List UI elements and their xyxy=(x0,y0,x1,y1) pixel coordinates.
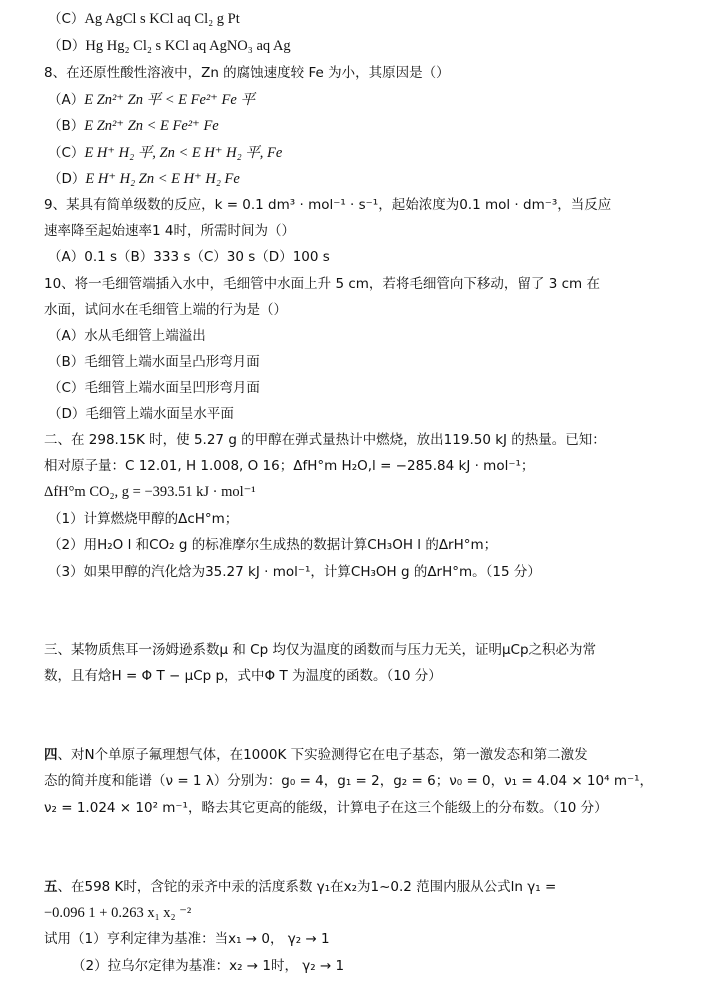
q8-option-d xyxy=(48,169,240,189)
section2-line1: 二、在 298.15K 时，使 5.27 g 的甲醇在弹式量热计中燃烧，放出119.50 kJ 的热量。已知： xyxy=(44,432,606,448)
section4-line1 xyxy=(44,745,588,765)
section2-line3: ΔfH°m CO₂, g = −393.51 kJ · mol⁻¹ xyxy=(44,484,256,500)
section3-line1: 三、某物质焦耳一汤姆逊系数μ 和 Cp 均仅为温度的函数而与压力无关，证明μCp之积必为常 xyxy=(44,642,597,658)
q10-option-b xyxy=(48,352,260,372)
q10-option-d xyxy=(48,404,234,424)
option-label: （D） xyxy=(48,38,86,54)
option-label: （B） xyxy=(48,118,85,134)
section2-sub1: （1）计算燃烧甲醇的ΔcH°m； xyxy=(48,511,239,527)
q8-option-c xyxy=(48,143,282,163)
q8-option-a xyxy=(48,90,255,110)
section5-line2: −0.096 1 + 0.263 x₁ x₂ ⁻² xyxy=(44,905,192,921)
q9-stem-line2: 速率降至起始速率1 4时，所需时间为（） xyxy=(44,223,295,239)
section5-line1 xyxy=(44,877,556,897)
option-label: （A） xyxy=(48,328,85,344)
option-label: （D） xyxy=(48,171,86,187)
option-text: 毛细管上端水面呈凸形弯月面 xyxy=(84,354,260,370)
option-text: 毛细管上端水面呈水平面 xyxy=(85,406,234,422)
section4-text: 、对N个单原子氟理想气体，在1000K 下实验测得它在电子基态，第一激发态和第二激发 xyxy=(57,747,588,763)
section4-line3: ν₂ = 1.024 × 10² m⁻¹，略去其它更高的能级，计算电子在这三个能级上的分布数。（10 分） xyxy=(44,800,608,816)
option-label: （C） xyxy=(48,145,85,161)
section5-line4: （2）拉乌尔定律为基准：x₂ → 1时， γ₂ → 1 xyxy=(72,958,345,974)
option-text: 毛细管上端水面呈凹形弯月面 xyxy=(84,380,260,396)
option-text: E Zn²⁺ Zn 平 < E Fe²⁺ Fe 平 xyxy=(84,92,255,108)
option-text: Hg Hg₂ Cl₂ s KCl aq AgNO₃ aq Ag xyxy=(85,38,291,54)
q10-option-a xyxy=(48,326,206,346)
q7-option-d xyxy=(48,36,291,56)
q10-option-c xyxy=(48,378,260,398)
section3-line2: 数，且有焓H = Φ T − μCp p，式中Φ T 为温度的函数。（10 分） xyxy=(44,668,442,684)
section5-heading: 五 xyxy=(44,879,58,895)
section2-line2: 相对原子量：C 12.01, H 1.008, O 16；ΔfH°m H₂O,l = −285.84 kJ · mol⁻¹； xyxy=(44,458,535,474)
option-text: E H⁺ H₂ Zn < E H⁺ H₂ Fe xyxy=(85,171,240,187)
q10-stem-line1: 10、将一毛细管端插入水中，毛细管中水面上升 5 cm，若将毛细管向下移动，留了 3 cm 在 xyxy=(44,276,600,292)
option-text: E H⁺ H₂ 平, Zn < E H⁺ H₂ 平, Fe xyxy=(84,145,283,161)
q10-stem-line2: 水面，试问水在毛细管上端的行为是（） xyxy=(44,302,287,318)
section2-sub3: （3）如果甲醇的汽化焓为35.27 kJ · mol⁻¹，计算CH₃OH g 的ΔrH°m。（15 分） xyxy=(48,564,541,580)
section4-line2: 态的简并度和能谱（ν = 1 λ）分别为：g₀ = 4，g₁ = 2，g₂ = 6；ν₀ = 0，ν₁ = 4.04 × 10⁴ m⁻¹， xyxy=(44,773,654,789)
option-label: （A） xyxy=(48,92,85,108)
section5-text: 、在598 K时，含铊的汞齐中汞的活度系数 γ₁在x₂为1~0.2 范围内服从公式ln γ₁ = xyxy=(57,879,557,895)
q9-options: （A）0.1 s（B）333 s（C）30 s（D）100 s xyxy=(48,249,330,265)
option-label: （C） xyxy=(48,11,85,27)
option-label: （C） xyxy=(48,380,85,396)
q8-stem: 8、在还原性酸性溶液中，Zn 的腐蚀速度较 Fe 为小，其原因是（） xyxy=(44,65,450,81)
option-label: （B） xyxy=(48,354,85,370)
section4-heading: 四 xyxy=(44,747,58,763)
q7-option-c xyxy=(48,9,240,29)
q9-stem-line1: 9、某具有简单级数的反应，k = 0.1 dm³ · mol⁻¹ · s⁻¹，起始浓度为0.1 mol · dm⁻³，当反应 xyxy=(44,197,612,213)
section5-line3: 试用（1）亨利定律为基准：当x₁ → 0， γ₂ → 1 xyxy=(44,931,330,947)
q8-option-b xyxy=(48,116,219,136)
option-label: （D） xyxy=(48,406,86,422)
option-text: Ag AgCl s KCl aq Cl₂ g Pt xyxy=(84,11,240,27)
section2-sub2: （2）用H₂O l 和CO₂ g 的标准摩尔生成热的数据计算CH₃OH l 的ΔrH°m； xyxy=(48,537,498,553)
option-text: 水从毛细管上端溢出 xyxy=(84,328,206,344)
option-text: E Zn²⁺ Zn < E Fe²⁺ Fe xyxy=(84,118,219,134)
